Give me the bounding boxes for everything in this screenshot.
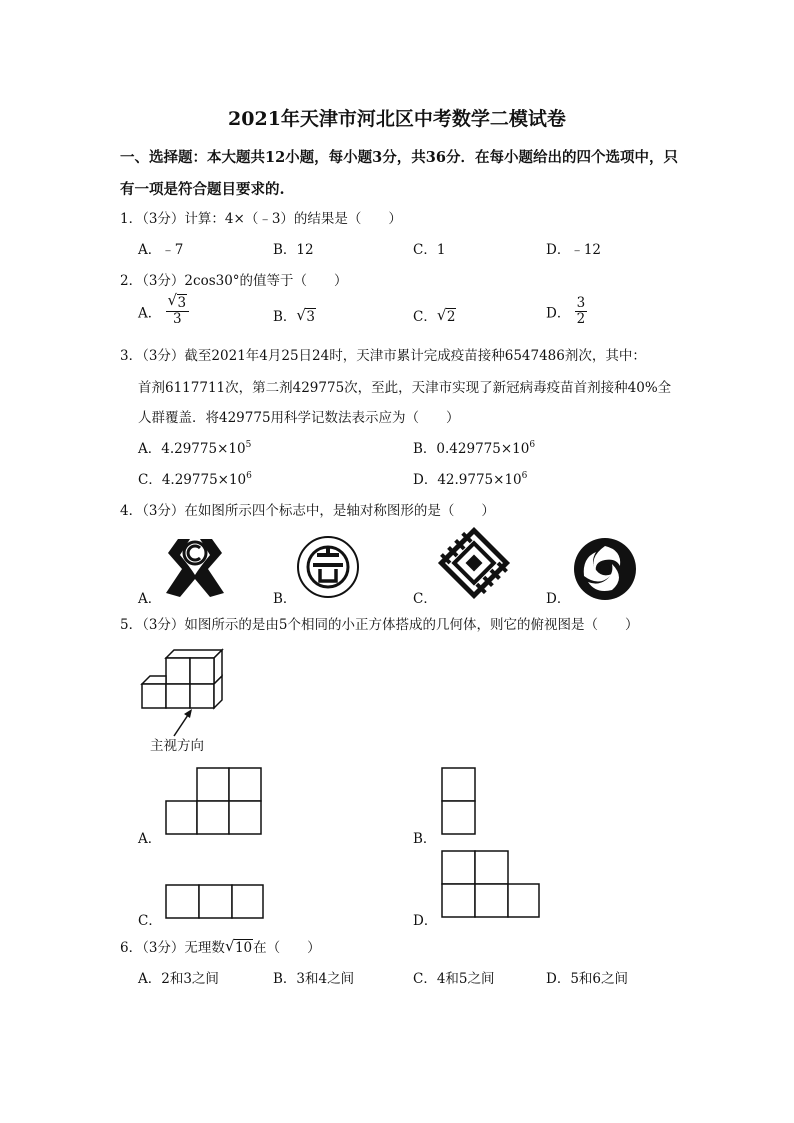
swirl-logo-icon (572, 536, 638, 602)
q2-option-d: D． $\frac{3}{2}$ (546, 295, 586, 327)
bank-logo-icon (160, 535, 230, 600)
section-heading: 一、选择题：本大题共12小题，每小题3分，共36分．在每小题给出的四个选项中，只 (120, 149, 678, 166)
question-4-stem: 4．（3分）在如图所示四个标志中，是轴对称图形的是（ ） (120, 503, 495, 519)
q6-option-c: C．4和5之间 (413, 971, 495, 987)
page-title: 2021年天津市河北区中考数学二模试卷 (228, 108, 566, 130)
section-heading-cont: 有一项是符合题目要求的. (120, 181, 285, 198)
q2-option-c: C． √ 2 (413, 306, 456, 325)
q1-option-a: A．﹣7 (138, 242, 184, 258)
q5-label-c: C． (138, 913, 162, 929)
question-6-stem: 6．（3分）无理数 √ 10在（ ） (120, 937, 321, 956)
q4-label-d: D． (546, 591, 571, 607)
q4-label-c: C． (413, 591, 437, 607)
q2-option-a: A． √ 3 3 (138, 296, 189, 327)
q5-option-a-figure (165, 767, 265, 835)
q1-option-d: D．﹣12 (546, 242, 602, 258)
question-3-line-3: 人群覆盖．将429775用科学记数法表示应为（ ） (138, 410, 460, 426)
direction-label: 主视方向 (150, 738, 204, 754)
q4-label-a: A． (138, 591, 162, 607)
q4-label-b: B． (273, 591, 297, 607)
q3-option-a: A．$4.29775\times 10^5$ (138, 440, 252, 457)
square-maze-logo-icon (437, 526, 511, 600)
question-5-stem: 5．（3分）如图所示的是由5个相同的小正方体搭成的几何体，则它的俯视图是（ ） (120, 617, 639, 633)
q1-option-c: C．1 (413, 242, 446, 258)
q3-option-b: B．$0.429775\times 10^6$ (413, 440, 536, 457)
question-2-stem: 2．（3分）2cos30°的值等于（ ） (120, 273, 348, 289)
q6-option-b: B．3和4之间 (273, 971, 355, 987)
q3-option-c: C．$4.29775\times 10^6$ (138, 471, 252, 488)
q5-label-d: D． (413, 913, 438, 929)
question-3-line-1: 3．（3分）截至2021年4月25日24时，天津市累计完成疫苗接种6547486剂次，其中： (120, 348, 646, 364)
q1-option-b: B．12 (273, 242, 314, 258)
q5-option-b-figure (441, 767, 481, 837)
q2-option-b: B． √ 3 (273, 306, 316, 325)
q5-option-c-figure (165, 884, 269, 922)
q5-option-d-figure (441, 850, 543, 922)
q6-option-a: A．2和3之间 (138, 971, 219, 987)
question-1-stem: 1．（3分）计算：4×（﹣3）的结果是（ ） (120, 211, 402, 227)
q5-label-b: B． (413, 831, 437, 847)
question-3-line-2: 首剂6117711次，第二剂429775次，至此，天津市实现了新冠病毒疫苗首剂接种40%全 (138, 380, 672, 396)
q6-option-d: D．5和6之间 (546, 971, 629, 987)
circle-seal-logo-icon (296, 535, 362, 599)
q3-option-d: D．$42.9775\times 10^6$ (413, 471, 528, 488)
q5-label-a: A． (138, 831, 162, 847)
